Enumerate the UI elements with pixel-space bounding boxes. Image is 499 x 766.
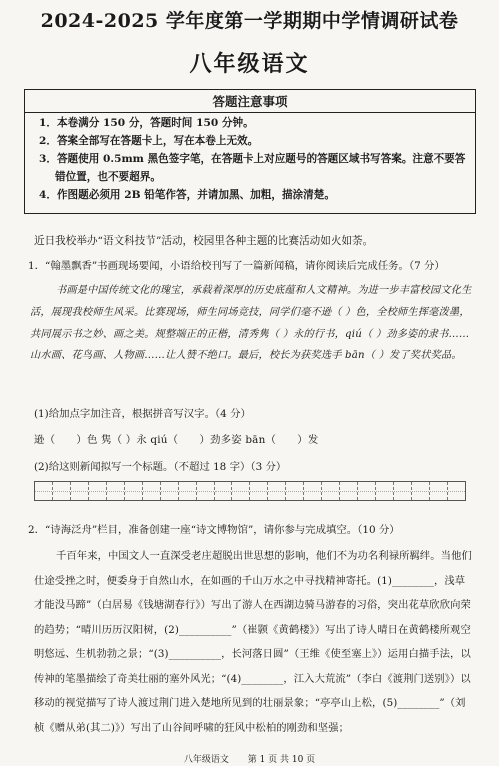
grid-cell [412,482,430,500]
grid-cell [448,482,465,500]
notice-box [24,89,476,214]
notice-item: 1．本卷满分 150 分，答题时间 150 分钟。 [39,117,254,129]
grid-cell [340,482,358,500]
exam-title: 2024-2025 学年度第一学期期中学情调研试卷 [40,10,459,32]
question-1-passage: 书画是中国传统文化的瑰宝，承载着深厚的历史底蕴和人文精神。为进一步丰富校园文化生活，展现我校师生风采。比赛现场，师生同场竞技，同学们毫不逊（ ）色，全校师生挥毫泼墨，共同展示书之妙、画之美。规整端正的正楷，清秀隽（ ）永的行书，qiú（ ）劲多姿的隶书……山水画、花鸟画、人物画……让人赞不绝口。最后，校长为获奖选手 bān（ ）发了奖状奖品。 [30,285,472,362]
grid-cell [71,482,89,500]
notice-item: 4．作图题必须用 2B 铅笔作答，并请加黑、加粗，描涂清楚。 [39,189,335,201]
question-2-text: 千百年来，中国文人一直深受老庄超脱出世思想的影响，他们不为功名利禄所羁绊。当他们仕途受挫之时，便委身于自然山水，在如画的千山万水之中寻找精神寄托。(1)________，浅草才能没马蹄”（白居易《钱塘湖春行》）写出了游人在西湖边骑马游春的习俗，突出花草欣欣向荣的趋势；“晴川历历汉阳树，(2)__________”（崔颢《黄鹤楼》）写出了诗人晴日在黄鹤楼所观空明悠远、生机勃勃之景；“(3)__________，长河落日圆”（王维《使至塞上》）运用白描手法，以传神的笔墨描绘了奇美壮丽的塞外风光；“(4)________，江入大荒流”（李白《渡荆门送别》）以移动的视觉描写了诗人渡过荆门进入楚地所见到的壮丽景象；“亭亭山上松，(5)________”（刘桢《赠从弟(其二)》）写出了山谷间呼啸的狂风中松柏的刚劲和坚强； [34,550,472,734]
footer-subject: 八年级语文 [183,755,229,765]
question-1-sub2: (2)给这则新闻拟写一个标题。（不超过 18 字）（3 分） [34,461,287,473]
grid-cell [250,482,268,500]
answer-grid [34,481,466,501]
grid-cell [179,482,197,500]
question-1-answer-blanks: 逊（ ）色 隽（ ）永 qiú（ ）劲多姿 bān（ ）发 [34,434,319,446]
grid-cell [322,482,340,500]
grid-cell [376,482,394,500]
grid-cell [143,482,161,500]
question-1-stem: 1．“翰墨飘香”书画现场要闻，小语给校刊写了一篇新闻稿，请你阅读后完成任务。（7 分） [28,260,445,272]
grid-cell [215,482,233,500]
grid-cell [304,482,322,500]
grid-cell [197,482,215,500]
question-1-sub1: (1)给加点字加注音，根据拼音写汉字。（4 分） [34,408,251,420]
grid-cell [430,482,448,500]
notice-heading: 答题注意事项 [212,94,288,109]
notice-divider [25,112,475,113]
intro-text: 近日我校举办“语文科技节”活动，校园里各种主题的比赛活动如火如荼。 [34,235,374,247]
grid-cell [358,482,376,500]
footer-page-number: 第 1 页 共 10 页 [247,755,316,765]
grid-cell [89,482,107,500]
notice-item: 2．答案全部写在答题卡上，写在本卷上无效。 [39,135,259,147]
grid-cell [286,482,304,500]
notice-item: 3．答题使用 0.5mm 黑色签字笔，在答题卡上对应题号的答题区域书写答案。注意不要答错位置，也不要超界。 [39,153,466,183]
grid-cell [161,482,179,500]
grid-cell [35,482,53,500]
question-2-stem: 2．“诗海泛舟”栏目，准备创建一座“诗文博物馆”，请你参与完成填空。（10 分） [28,524,400,536]
subject-title: 八年级语文 [189,51,310,77]
grid-cell [394,482,412,500]
grid-cell [232,482,250,500]
grid-cell [107,482,125,500]
grid-cell [53,482,71,500]
grid-cell [268,482,286,500]
grid-cell [125,482,143,500]
page-footer [0,752,499,765]
